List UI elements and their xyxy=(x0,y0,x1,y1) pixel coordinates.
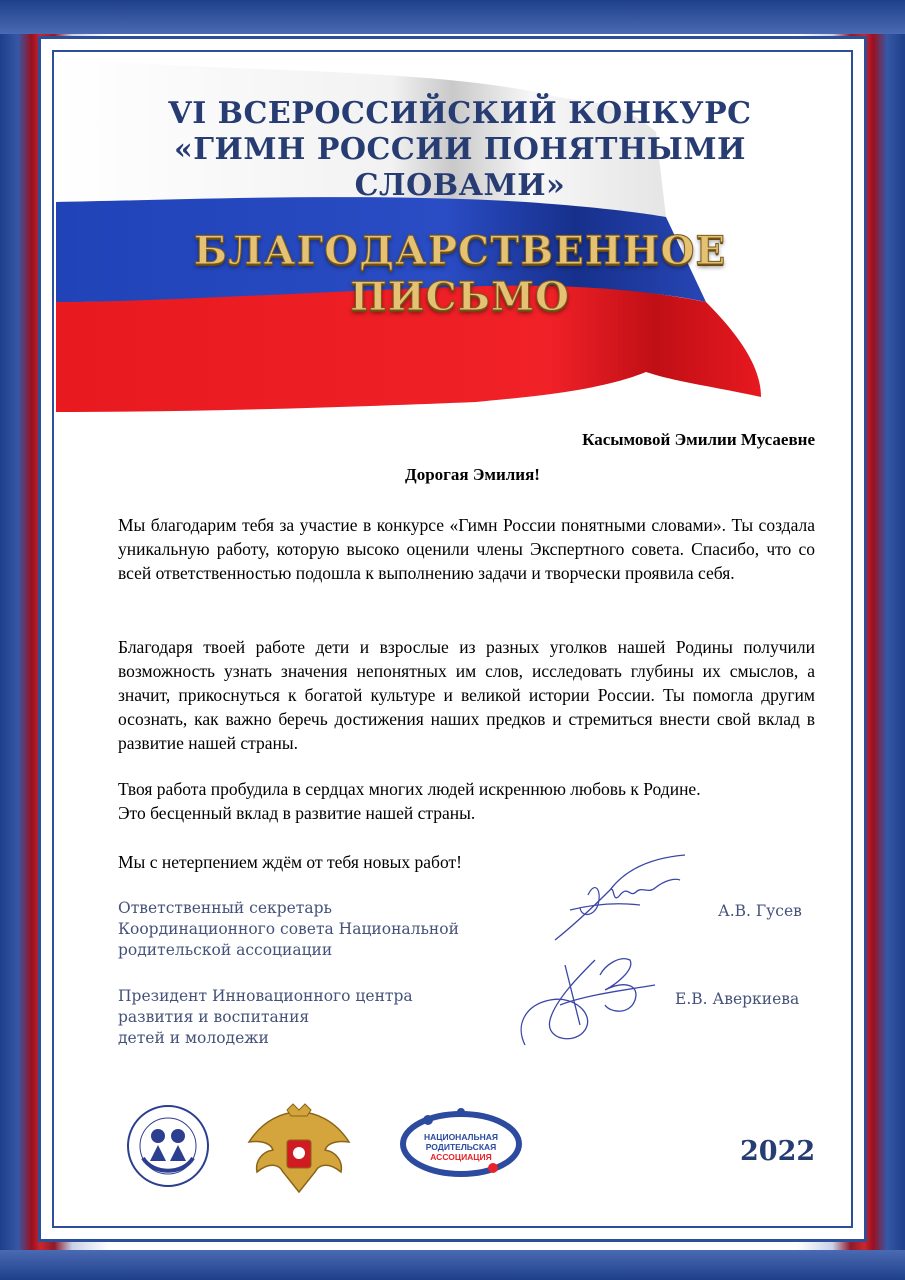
body-paragraph-2: Благодаря твоей работе дети и взрослые из разных уголков нашей Родины получили возможность узнать значения непонятных им слов, исследовать глубины их смыслов, а значит, прикоснуться к богатой культуре и великой истории России. Ты помогла другим осознать, как важно беречь достижения наших предков и стремиться внести свой вклад в развитие нашей страны. xyxy=(118,637,815,753)
signature-2-image xyxy=(505,945,665,1055)
contest-title xyxy=(90,96,830,204)
contest-title-line1: VI ВСЕРОССИЙСКИЙ КОНКУРС xyxy=(168,96,752,131)
signer-2-role-line2: развития и воспитания xyxy=(118,1008,310,1026)
body-paragraph-4: Мы с нетерпением ждём от тебя новых работ! xyxy=(118,852,462,872)
frame-bottom-border xyxy=(0,1250,905,1280)
letter-title: БЛАГОДАРСТВЕННОЕ ПИСЬМО xyxy=(193,228,727,320)
year-label: 2022 xyxy=(740,1136,816,1167)
npa-text-line3: АССОЦИАЦИЯ xyxy=(430,1152,492,1162)
body-paragraph-3 xyxy=(118,777,815,825)
innovation-center-logo xyxy=(113,1103,223,1189)
signer-2-role-line3: детей и молодежи xyxy=(118,1029,269,1047)
npa-text-line1: НАЦИОНАЛЬНАЯ xyxy=(423,1132,499,1142)
body-paragraph-3-line2: Это бесценный вклад в развитие нашей страны. xyxy=(118,803,476,823)
npa-text-line2: РОДИТЕЛЬСКАЯ xyxy=(425,1142,497,1152)
greeting-text: Дорогая Эмилия! xyxy=(405,465,540,484)
signature-1-image xyxy=(540,850,700,950)
signer-2-name: Е.В. Аверкиева xyxy=(675,990,800,1008)
body-paragraph-3-line1: Твоя работа пробудила в сердцах многих людей искреннюю любовь к Родине. xyxy=(118,779,701,799)
national-parents-association-logo xyxy=(398,1106,524,1178)
signer-1-name: А.В. Гусев xyxy=(718,902,802,920)
signer-2-role-line1: Президент Инновационного центра xyxy=(118,987,413,1005)
contest-title-line2: «ГИМН РОССИИ ПОНЯТНЫМИ СЛОВАМИ» xyxy=(174,132,746,203)
body-paragraph-1: Мы благодарим тебя за участие в конкурсе «Гимн России понятными словами». Ты создала уникальную работу, которую высоко оценили члены Экспертного совета. Спасибо, что со всей ответственностью подошла к выполнению задачи и творчески проявила себя. xyxy=(118,515,815,583)
signer-2-role xyxy=(118,986,413,1049)
frame-top-border xyxy=(0,0,905,34)
greeting-line xyxy=(0,465,905,485)
recipient-name: Касымовой Эмилии Мусаевне xyxy=(582,430,815,449)
signer-1-role-line1: Ответственный секретарь xyxy=(118,899,332,917)
coat-of-arms-eagle-icon xyxy=(243,1102,355,1196)
signer-1-role-line2: Координационного совета Национальной xyxy=(118,920,459,938)
signer-1-role-line3: родительской ассоциации xyxy=(118,941,333,959)
signer-1-role xyxy=(118,898,459,961)
